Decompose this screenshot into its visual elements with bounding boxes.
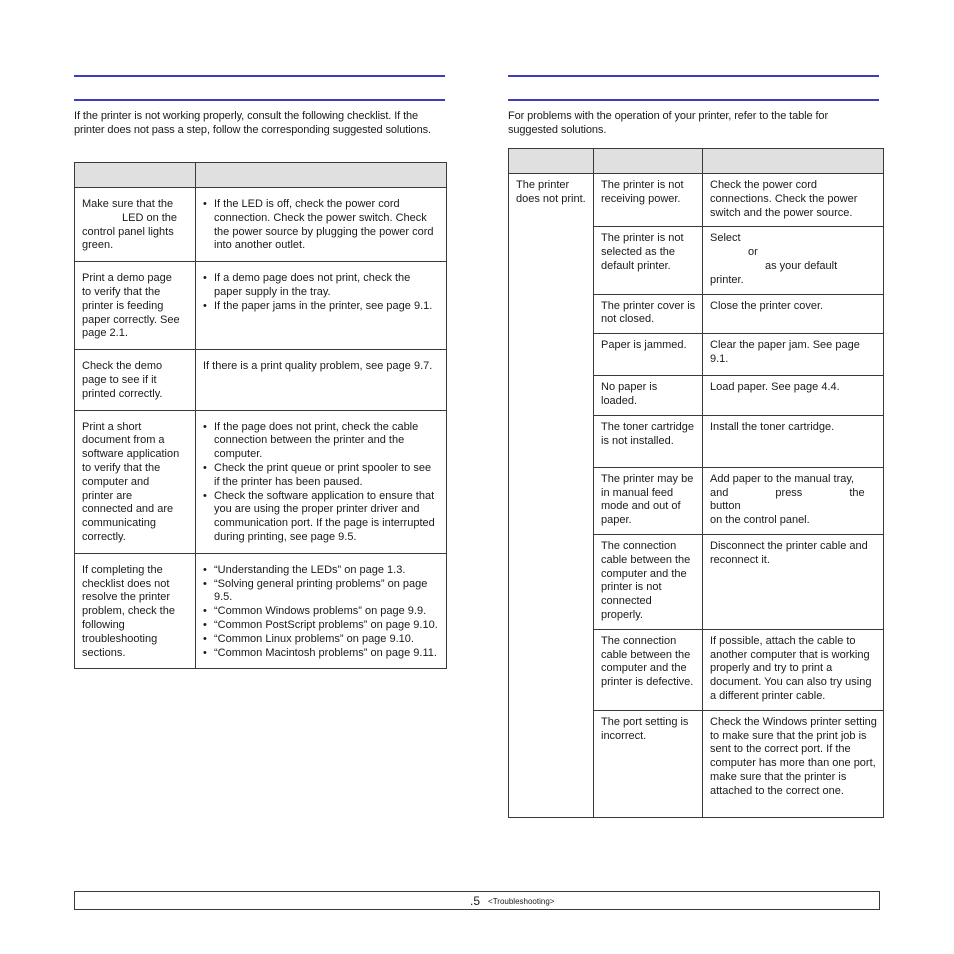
solution-cell: Load paper. See page 4.4.	[703, 376, 884, 416]
step-line: computer and	[82, 475, 150, 488]
cause-cell: The connection cable between the computer and the printer is not connected properly.	[594, 534, 703, 629]
solution-cell: Check the power cord connections. Check the power switch and the power source.	[703, 174, 884, 227]
left-top-rule	[74, 75, 445, 77]
solution-line: Add paper to the manual tray,	[710, 472, 855, 485]
problem-header-cell	[509, 149, 594, 174]
step-line: paper correctly. See	[82, 313, 180, 326]
solution-bullet: • “Common PostScript problems” on page 9.10.	[203, 619, 438, 633]
solution-bullet: • “Common Linux problems” on page 9.10.	[203, 633, 438, 647]
solution-bullet: • “Common Windows problems” on page 9.9.	[203, 605, 438, 619]
solution-bullet: • Check the print queue or print spooler to see if the printer has been paused.	[203, 462, 438, 490]
solution-cell: Install the toner cartridge.	[703, 415, 884, 467]
step-line: to verify that the	[82, 285, 161, 298]
step-line: following	[82, 618, 125, 631]
solution-cell: Check the Windows printer setting to make sure that the print job is sent to the correct port. If the computer has more than one port, make sure that the printer is attached to the correct one.	[703, 710, 884, 817]
step-line: Check the demo	[82, 360, 163, 373]
step-line: troubleshooting	[82, 632, 158, 645]
solution-cell	[703, 227, 884, 294]
solution-cell: If possible, attach the cable to another computer that is working properly and try to print a document. You can also try using a different printer cable.	[703, 629, 884, 710]
checklist-solution	[196, 553, 447, 669]
solution-bullet: • If the paper jams in the printer, see page 9.1.	[203, 300, 438, 314]
solution-bullet: • “Common Macintosh problems” on page 9.11.	[203, 647, 438, 661]
checklist-step	[75, 262, 196, 350]
solution-cell	[703, 467, 884, 534]
step-line: software application	[82, 448, 180, 461]
solution-line: on the control panel.	[710, 514, 810, 527]
table-row	[509, 174, 884, 227]
footer	[470, 894, 554, 909]
step-line: correctly.	[82, 530, 126, 543]
problem-header-cell	[594, 149, 703, 174]
cause-cell: The connection cable between the computer and the printer is defective.	[594, 629, 703, 710]
step-line: resolve the printer	[82, 591, 171, 604]
cause-cell: The printer is not selected as the default printer.	[594, 227, 703, 294]
checklist-step	[75, 410, 196, 553]
solution-bullet: • “Understanding the LEDs” on page 1.3.	[203, 564, 438, 578]
checklist-step	[75, 553, 196, 669]
solution-bullet: • If the page does not print, check the cable connection between the printer and the computer.	[203, 421, 438, 462]
step-line: printer is feeding	[82, 299, 164, 312]
step-line: control panel lights	[82, 225, 174, 238]
checklist-solution	[196, 410, 447, 553]
cause-cell: No paper is loaded.	[594, 376, 703, 416]
step-line: printer are	[82, 489, 133, 502]
step-line: Print a short	[82, 420, 142, 433]
solution-line: as your default	[765, 259, 838, 272]
step-line: to verify that the	[82, 461, 161, 474]
checklist-header-cell	[75, 163, 196, 188]
step-line: LED on the	[122, 211, 178, 224]
right-intro: For problems with the operation of your printer, refer to the table for suggested solutions.	[508, 110, 829, 136]
checklist-solution	[196, 188, 447, 262]
right-top-rule	[508, 75, 879, 77]
problem-table	[508, 148, 884, 818]
solution-line: printer.	[710, 273, 744, 286]
step-line: green.	[82, 239, 114, 252]
checklist-solution: If there is a print quality problem, see page 9.7.	[196, 350, 447, 410]
cause-cell: Paper is jammed.	[594, 334, 703, 376]
table-row	[75, 188, 447, 262]
problem-header-cell	[703, 149, 884, 174]
solution-line: Select	[710, 232, 741, 245]
step-line: sections.	[82, 646, 126, 659]
solution-cell: Close the printer cover.	[703, 294, 884, 334]
checklist-step	[75, 188, 196, 262]
step-line: Make sure that the	[82, 198, 174, 210]
step-line: page 2.1.	[82, 327, 128, 340]
solution-line: or	[748, 246, 758, 259]
solution-bullet: • If a demo page does not print, check the paper supply in the tray.	[203, 272, 438, 300]
checklist-table	[74, 162, 447, 669]
checklist-solution	[196, 262, 447, 350]
cause-cell: The printer cover is not closed.	[594, 294, 703, 334]
step-line: If completing the	[82, 563, 163, 576]
solution-cell: Disconnect the printer cable and reconnect it.	[703, 534, 884, 629]
solution-cell: Clear the paper jam. See page 9.1.	[703, 334, 884, 376]
step-line: document from a	[82, 434, 165, 447]
table-row	[75, 350, 447, 410]
cause-cell: The port setting is incorrect.	[594, 710, 703, 817]
condition-cell: The printer does not print.	[509, 174, 594, 818]
step-line: printed correctly.	[82, 387, 163, 400]
table-row	[75, 410, 447, 553]
problem-header-row	[509, 149, 884, 174]
solution-line: and press the button	[710, 486, 865, 513]
step-line: connected and are	[82, 503, 174, 516]
checklist-step	[75, 350, 196, 410]
section-name: <Troubleshooting>	[488, 897, 555, 906]
step-line: checklist does not	[82, 577, 170, 590]
step-line: page to see if it	[82, 373, 157, 386]
table-row	[75, 262, 447, 350]
solution-bullet: • “Solving general printing problems” on page 9.5.	[203, 578, 438, 606]
checklist-header-row	[75, 163, 447, 188]
right-second-rule	[508, 99, 879, 101]
cause-cell: The printer may be in manual feed mode and out of paper.	[594, 467, 703, 534]
solution-bullet: • Check the software application to ensure that you are using the proper printer driver and communication port. If the page is interrupted during printing, see page 9.5.	[203, 490, 438, 545]
step-line: communicating	[82, 517, 156, 530]
cause-cell: The printer is not receiving power.	[594, 174, 703, 227]
left-second-rule	[74, 99, 445, 101]
table-row	[75, 553, 447, 669]
page-number: .5	[470, 894, 481, 908]
solution-bullet: • If the LED is off, check the power cord connection. Check the power switch. Check the power source by plugging the power cord into another outlet.	[203, 198, 438, 253]
left-intro: If the printer is not working properly, consult the following checklist. If the printer does not pass a step, follow the corresponding suggested solutions.	[74, 110, 431, 136]
step-line: Print a demo page	[82, 272, 172, 285]
step-line: problem, check the	[82, 605, 175, 618]
checklist-header-cell	[196, 163, 447, 188]
cause-cell: The toner cartridge is not installed.	[594, 415, 703, 467]
